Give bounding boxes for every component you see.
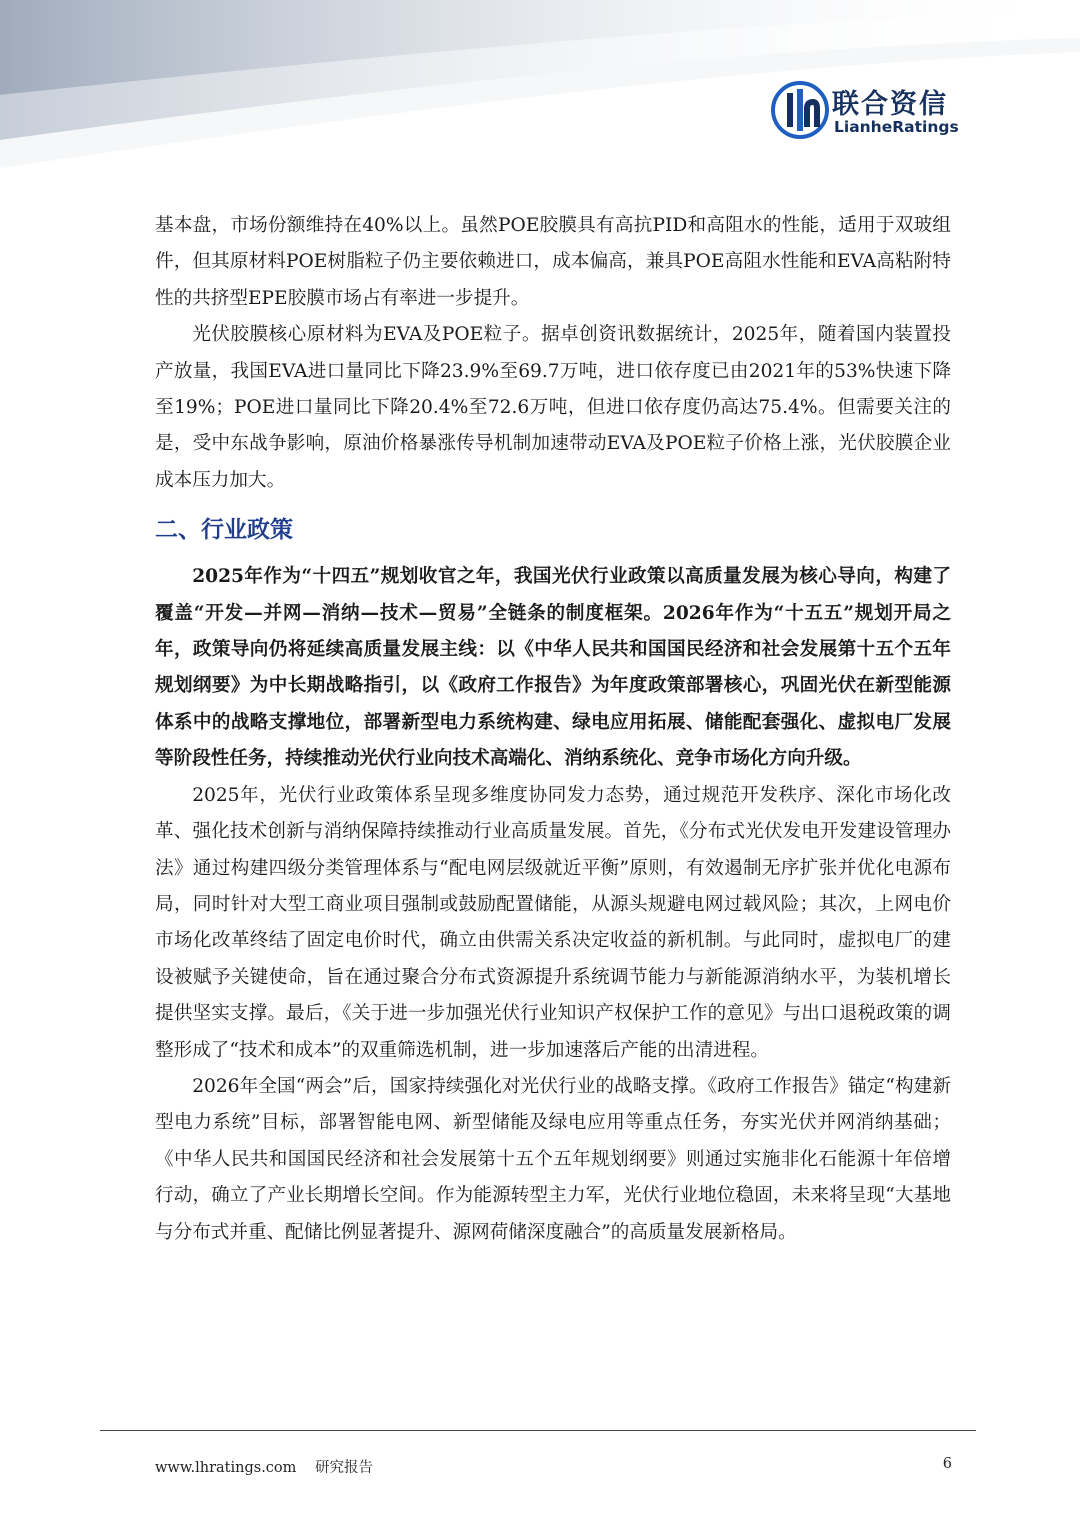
paragraph-policy-2025: 2025年，光伏行业政策体系呈现多维度协同发力态势，通过规范开发秩序、深化市场化改革、强化技术创新与消纳保障持续推动行业高质量发展。首先，《分布式光伏发电开发建设管理办法》通过构建四级分类管理体系与“配电网层级就近平衡”原则，有效遏制无序扩张并优化电源布局，同时针对大型工商业项目强制或鼓励配置储能，从源头规避电网过载风险；其次，上网电价市场化改革终结了固定电价时代，确立由供需关系决定收益的新机制。与此同时，虚拟电厂的建设被赋予关键使命，旨在通过聚合分布式资源提升系统调节能力与新能源消纳水平，为装机增长提供坚实支撑。最后，《关于进一步加强光伏行业知识产权保护工作的意见》与出口退税政策的调整形成了“技术和成本”的双重筛选机制，进一步加速落后产能的出清进程。 [155,784,951,1061]
section-heading: 二、行业政策 [155,517,293,544]
footer-website: www.lhratings.com [155,1460,297,1476]
footer [155,1456,373,1477]
footer-divider [100,1430,976,1431]
lianhe-logo-icon [770,80,830,140]
paragraph-raw-materials: 光伏胶膜核心原材料为EVA及POE粒子。据卓创资讯数据统计，2025年，随着国内装置投产放量，我国EVA进口量同比下降23.9%至69.7万吨，进口依存度已由2021年的53%快速下降至19%；POE进口量同比下降20.4%至72.6万吨，但进口依存度仍高达75.4%。但需要关注的是，受中东战争影响，原油价格暴涨传导机制加速带动EVA及POE粒子价格上涨，光伏胶膜企业成本压力加大。 [155,324,951,491]
page-number: 6 [942,1456,952,1472]
footer-doc-type: 研究报告 [315,1460,374,1476]
logo-chinese-name: 联合资信 [832,89,948,120]
paragraph-policy-summary: 2025年作为“十四五”规划收官之年，我国光伏行业政策以高质量发展为核心导向，构建了覆盖“开发—并网—消纳—技术—贸易”全链条的制度框架。2026年作为“十五五”规划开局之年，政策导向仍将延续高质量发展主线：以《中华人民共和国国民经济和社会发展第十五个五年规划纲要》为中长期战略指引，以《政府工作报告》为年度政策部署核心，巩固光伏在新型能源体系中的战略支撑地位，部署新型电力系统构建、绿电应用拓展、储能配套强化、虚拟电厂发展等阶段性任务，持续推动光伏行业向技术高端化、消纳系统化、竞争市场化方向升级。 [155,566,951,770]
lianhe-ratings-logo [770,80,970,144]
page-content [155,208,951,1251]
paragraph-continued: 基本盘，市场份额维持在40%以上。虽然POE胶膜具有高抗PID和高阻水的性能，适用于双玻组件，但其原材料POE树脂粒子仍主要依赖进口，成本偏高，兼具POE高阻水性能和EVA高粘附特性的共挤型EPE胶膜市场占有率进一步提升。 [155,215,951,309]
paragraph-policy-2026: 2026年全国“两会”后，国家持续强化对光伏行业的战略支撑。《政府工作报告》锚定“构建新型电力系统”目标，部署智能电网、新型储能及绿电应用等重点任务，夯实光伏并网消纳基础；《中华人民共和国国民经济和社会发展第十五个五年规划纲要》则通过实施非化石能源十年倍增行动，确立了产业长期增长空间。作为能源转型主力军，光伏行业地位稳固，未来将呈现“大基地与分布式并重、配储比例显著提升、源网荷储深度融合”的高质量发展新格局。 [155,1075,951,1243]
logo-english-name: LianheRatings [834,118,959,136]
